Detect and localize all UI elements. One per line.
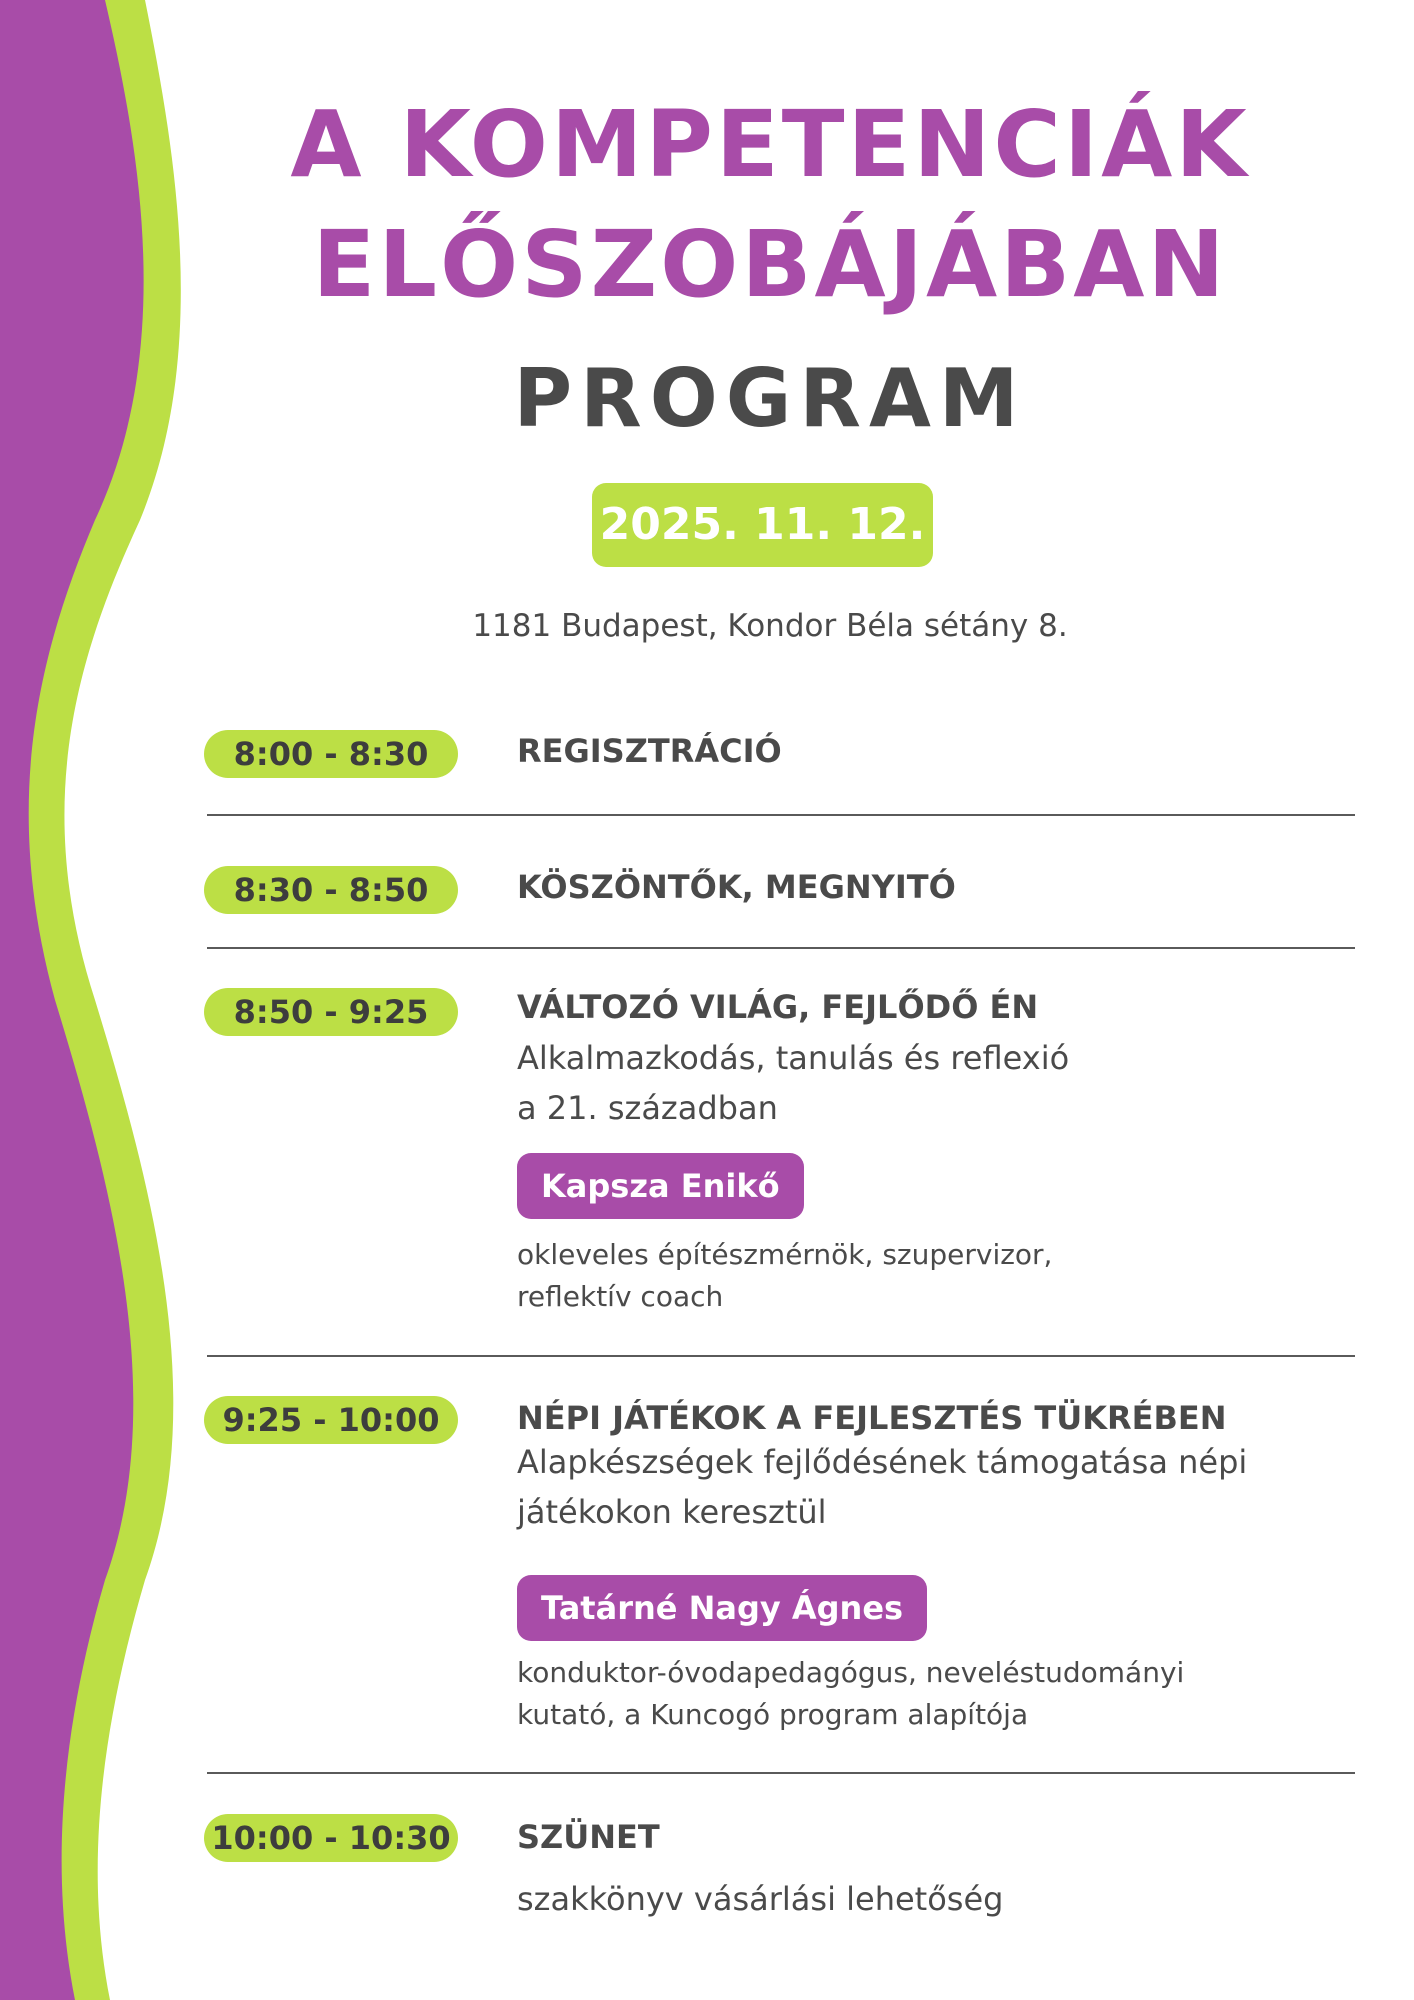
time-badge-break: 10:00 - 10:30: [204, 1814, 458, 1862]
event-title-line2: ELŐSZOBÁJÁBAN: [312, 211, 1228, 318]
time-badge-welcome: 8:30 - 8:50: [204, 866, 458, 914]
event-date-badge: 2025. 11. 12.: [592, 483, 933, 567]
time-badge-session-2: 9:25 - 10:00: [204, 1396, 458, 1444]
speaker-badge-1: Kapsza Enikő: [517, 1153, 804, 1219]
speaker-description-1: [517, 1234, 1052, 1318]
session-title-welcome: KÖSZÖNTŐK, MEGNYITÓ: [517, 868, 956, 906]
session-subtitle-line: szakkönyv vásárlási lehetőség: [517, 1880, 1004, 1918]
session-subtitle-line: Alkalmazkodás, tanulás és reflexió: [517, 1039, 1070, 1077]
speaker-description-line: okleveles építészmérnök, szupervizor,: [517, 1238, 1053, 1271]
session-title-break: SZÜNET: [517, 1818, 660, 1856]
time-badge-registration: 8:00 - 8:30: [204, 730, 458, 778]
speaker-description-2: [517, 1652, 1184, 1736]
session-subtitle-2: [517, 1437, 1247, 1537]
session-subtitle-line: a 21. században: [517, 1089, 778, 1127]
divider: [207, 947, 1355, 949]
session-subtitle-1: [517, 1033, 1069, 1133]
divider: [207, 814, 1355, 816]
speaker-description-line: konduktor-óvodapedagógus, neveléstudományi: [517, 1656, 1185, 1689]
speaker-description-line: reflektív coach: [517, 1280, 724, 1313]
program-heading: PROGRAM: [513, 352, 1027, 445]
event-address: 1181 Budapest, Kondor Béla sétány 8.: [472, 608, 1068, 644]
time-badge-session-1: 8:50 - 9:25: [204, 988, 458, 1036]
speaker-description-line: kutató, a Kuncogó program alapítója: [517, 1698, 1029, 1731]
divider: [207, 1355, 1355, 1357]
session-subtitle-line: Alapkészségek fejlődésének támogatása népi: [517, 1443, 1248, 1481]
divider: [207, 1772, 1355, 1774]
speaker-badge-2: Tatárné Nagy Ágnes: [517, 1575, 927, 1641]
event-title-line1: A KOMPETENCIÁK: [290, 91, 1250, 198]
session-title-1: VÁLTOZÓ VILÁG, FEJLŐDŐ ÉN: [517, 988, 1039, 1026]
session-title-registration: REGISZTRÁCIÓ: [517, 732, 782, 770]
session-subtitle-break: [517, 1874, 1003, 1924]
session-title-2: NÉPI JÁTÉKOK A FEJLESZTÉS TÜKRÉBEN: [517, 1399, 1227, 1437]
session-subtitle-line: játékokon keresztül: [517, 1493, 827, 1531]
